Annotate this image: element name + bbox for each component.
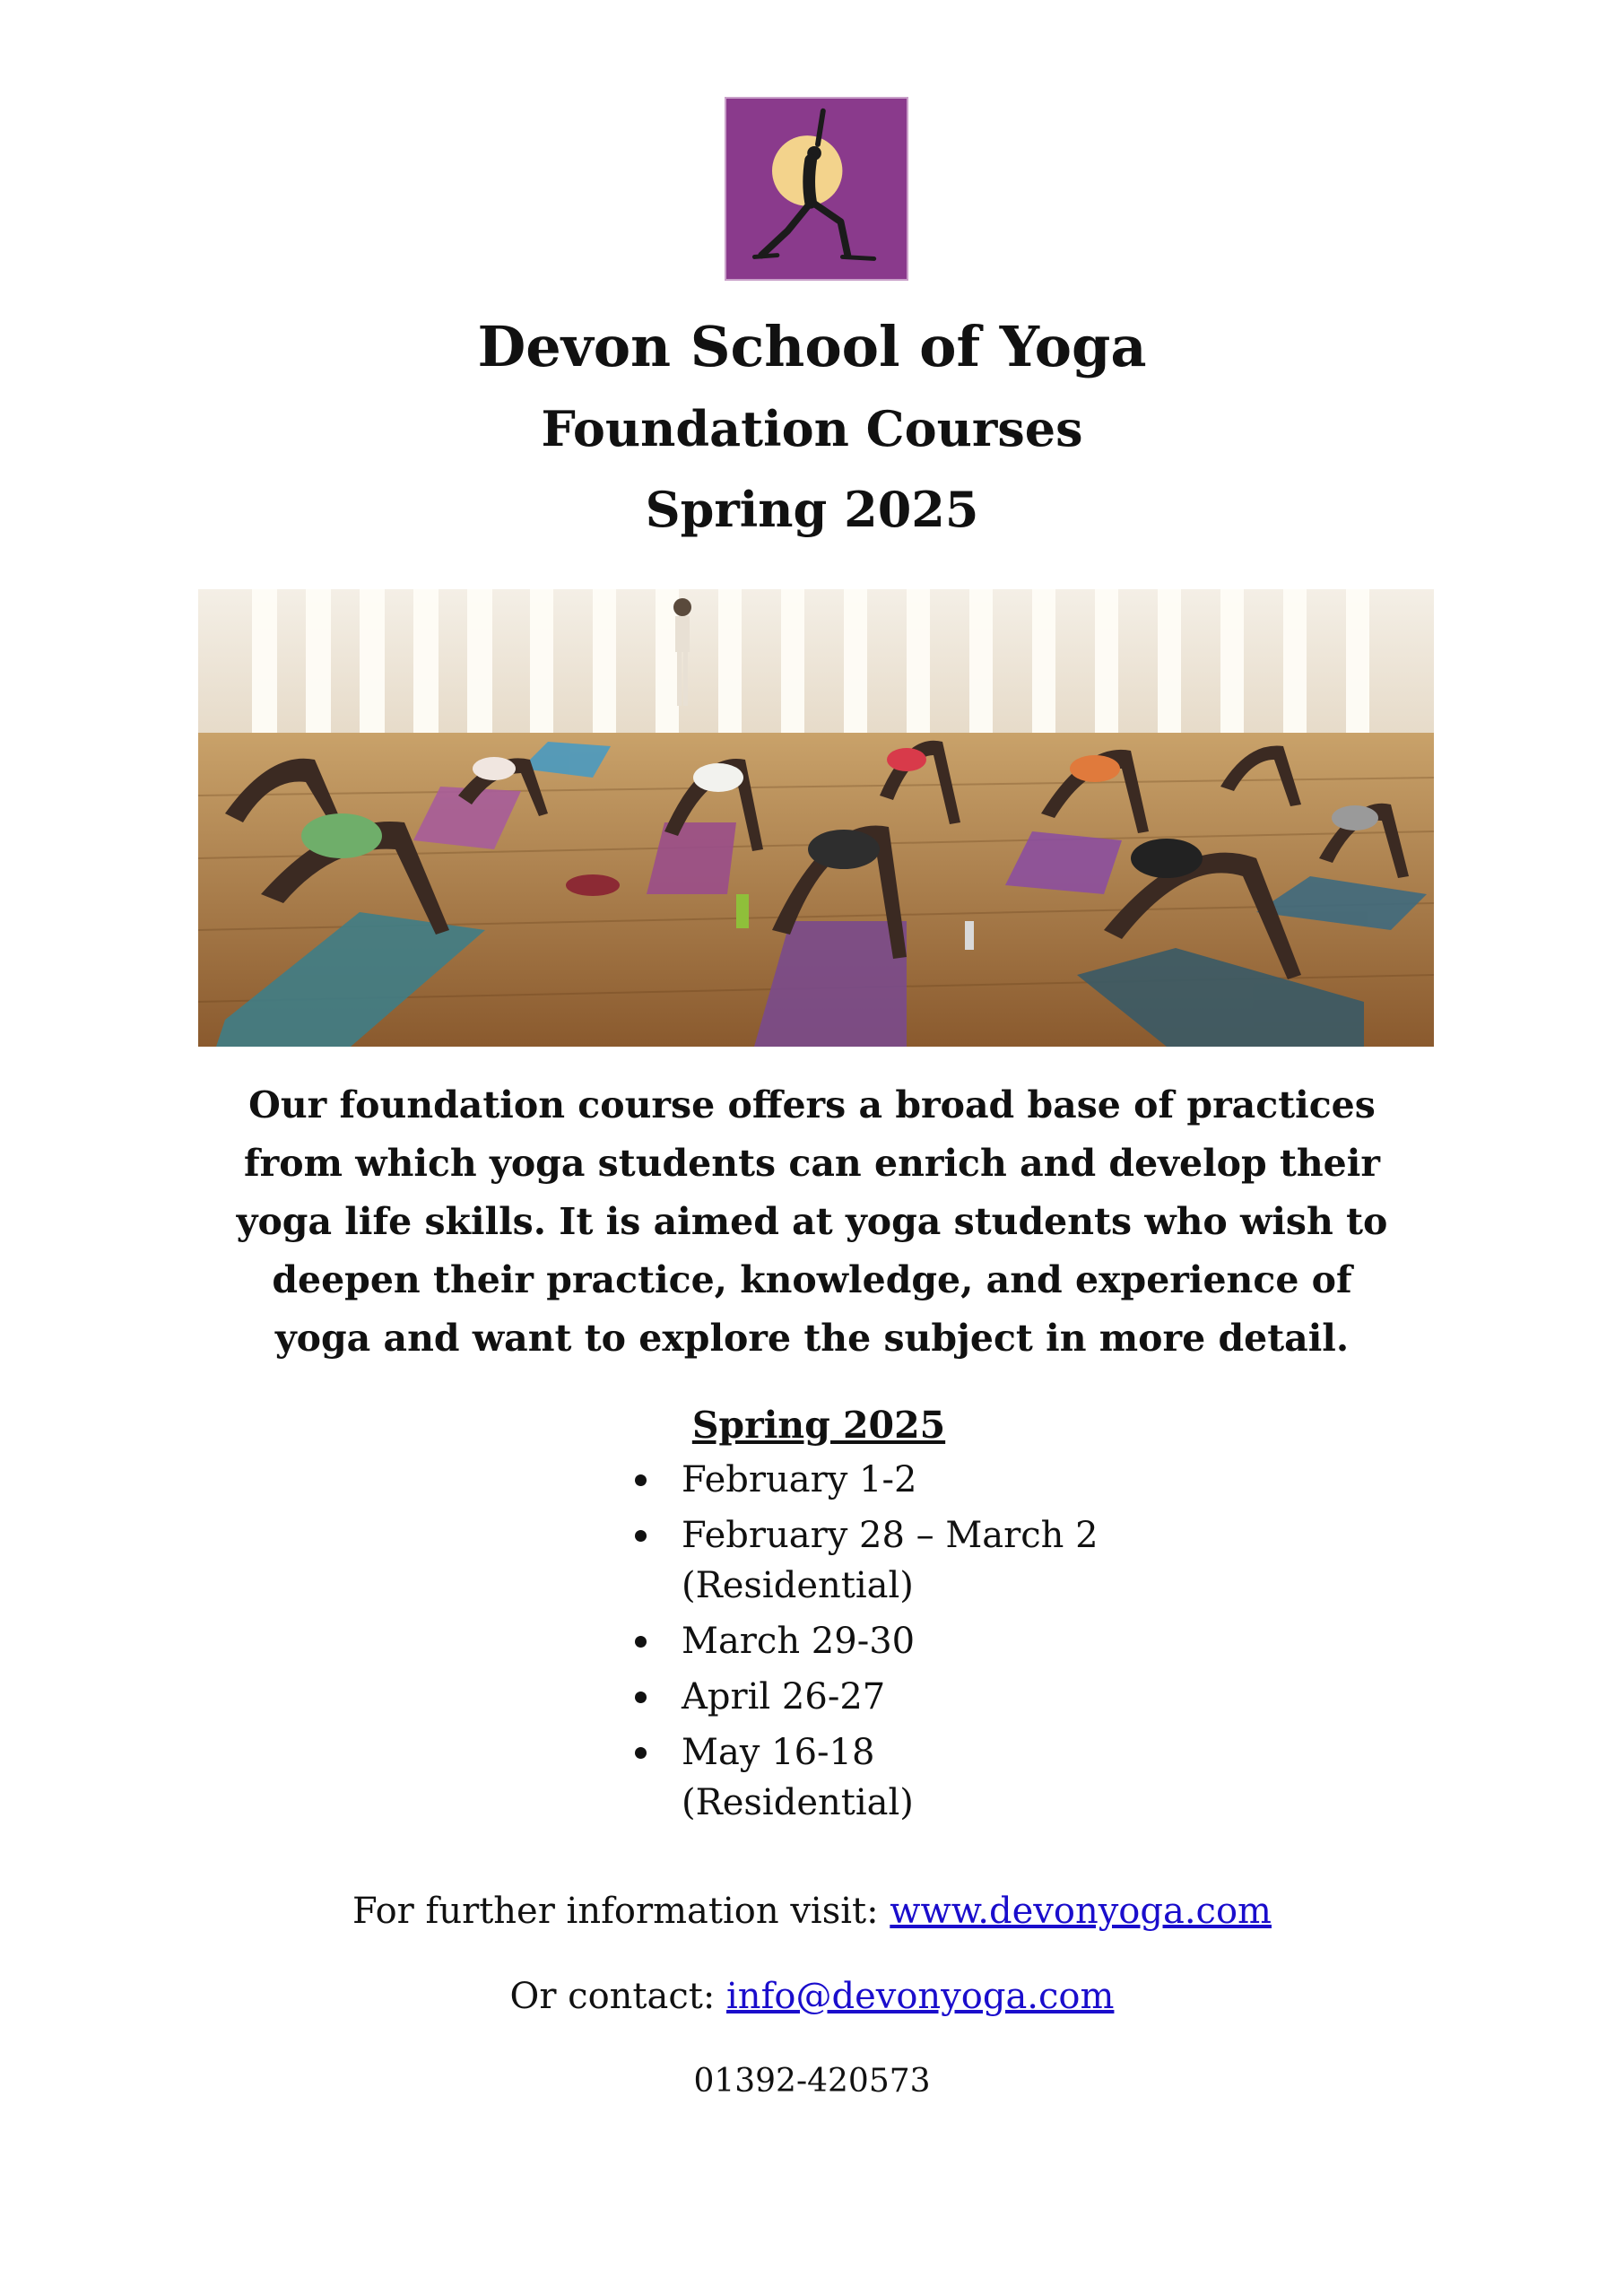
visit-label: For further information visit: [352,1891,890,1932]
bullet-icon [635,1692,647,1703]
intro-paragraph: Our foundation course offers a broad base of practices from which yoga students can enrich and develop their yoga life skills. It is aimed at yoga students who wish to deepen their practice, knowledge, and experience of yoga and want to explore the subject in more detail. [236,1083,1388,1360]
bullet-icon [635,1747,647,1759]
website-line [0,1891,1624,1932]
list-item [619,1727,1246,1828]
contact-label: Or contact: [509,1976,727,2017]
page-subtitle: Foundation Courses [541,400,1083,457]
website-link[interactable]: www.devonyoga.com [890,1891,1272,1932]
list-item [619,1616,1246,1666]
date-text: February 1-2 [682,1459,917,1500]
bullet-icon [635,1474,647,1486]
date-note: (Residential) [682,1782,914,1823]
date-text: February 28 – March 2 [682,1515,1099,1556]
date-text: May 16-18 [682,1732,875,1773]
bullet-icon [635,1530,647,1542]
email-link[interactable]: info@devonyoga.com [726,1976,1115,2017]
list-item [619,1510,1246,1611]
date-text: April 26-27 [682,1676,886,1718]
yoga-class-photo [198,589,1434,1047]
season-title: Spring 2025 [645,481,979,538]
email-line [0,1976,1624,2017]
course-dates [619,1399,1246,1833]
yoga-logo-icon [725,97,908,281]
date-text: March 29-30 [682,1621,916,1662]
date-note: (Residential) [682,1565,914,1606]
list-item [619,1672,1246,1722]
bullet-icon [635,1636,647,1648]
list-item [619,1455,1246,1505]
page-title: Devon School of Yoga [477,314,1147,379]
phone-number: 01392-420573 [693,2063,931,2100]
date-list [619,1455,1246,1828]
dates-heading: Spring 2025 [691,1404,946,1447]
